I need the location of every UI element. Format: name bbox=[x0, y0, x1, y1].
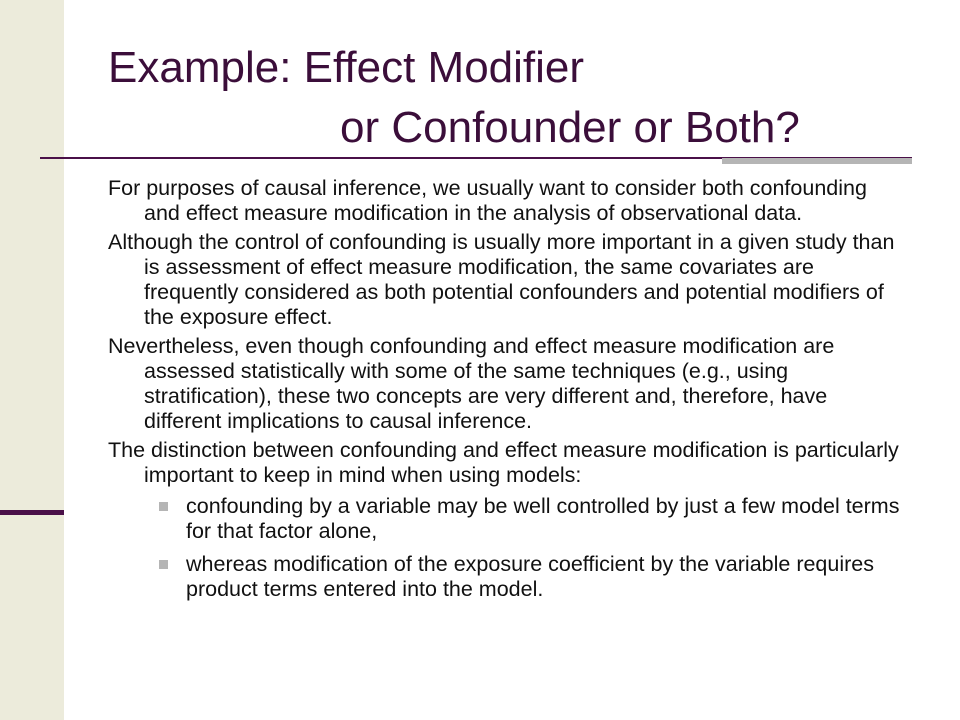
paragraph-distinction: The distinction between confounding and effect measure modification is particularly important to keep in mind when using models: bbox=[108, 438, 899, 487]
title-divider-accent bbox=[722, 158, 912, 164]
title-line-2: or Confounder or Both? bbox=[340, 103, 800, 152]
paragraph-nevertheless: Nevertheless, even though confounding and effect measure modification are assessed statistically with some of the same techniques (e.g., using stratification), these two concepts are very different and, therefore, have different implications to causal inference. bbox=[108, 334, 835, 433]
sub-bullet-text: whereas modification of the exposure coefficient by the variable requires product terms entered into the model. bbox=[186, 552, 874, 601]
sub-bullet-item bbox=[186, 494, 908, 544]
slide-title bbox=[108, 38, 800, 158]
sub-bullet-list bbox=[108, 494, 908, 602]
title-line-1: Example: Effect Modifier bbox=[108, 43, 585, 92]
square-bullet-icon bbox=[159, 560, 168, 569]
sub-bullet-item bbox=[186, 552, 908, 602]
square-bullet-icon bbox=[159, 502, 168, 511]
paragraph-causal-inference: For purposes of causal inference, we usually want to consider both confounding and effect measure modification in the analysis of observational data. bbox=[108, 176, 867, 225]
paragraph-control-of-confounding: Although the control of confounding is usually more important in a given study than is assessment of effect measure modification, the same covariates are frequently considered as both potential confounders and potential modifiers of the exposure effect. bbox=[108, 230, 895, 329]
slide-body bbox=[108, 176, 908, 610]
left-accent-bar bbox=[0, 510, 64, 515]
sub-bullet-text: confounding by a variable may be well controlled by just a few model terms for that factor alone, bbox=[186, 494, 900, 543]
left-sidebar-band bbox=[0, 0, 64, 720]
